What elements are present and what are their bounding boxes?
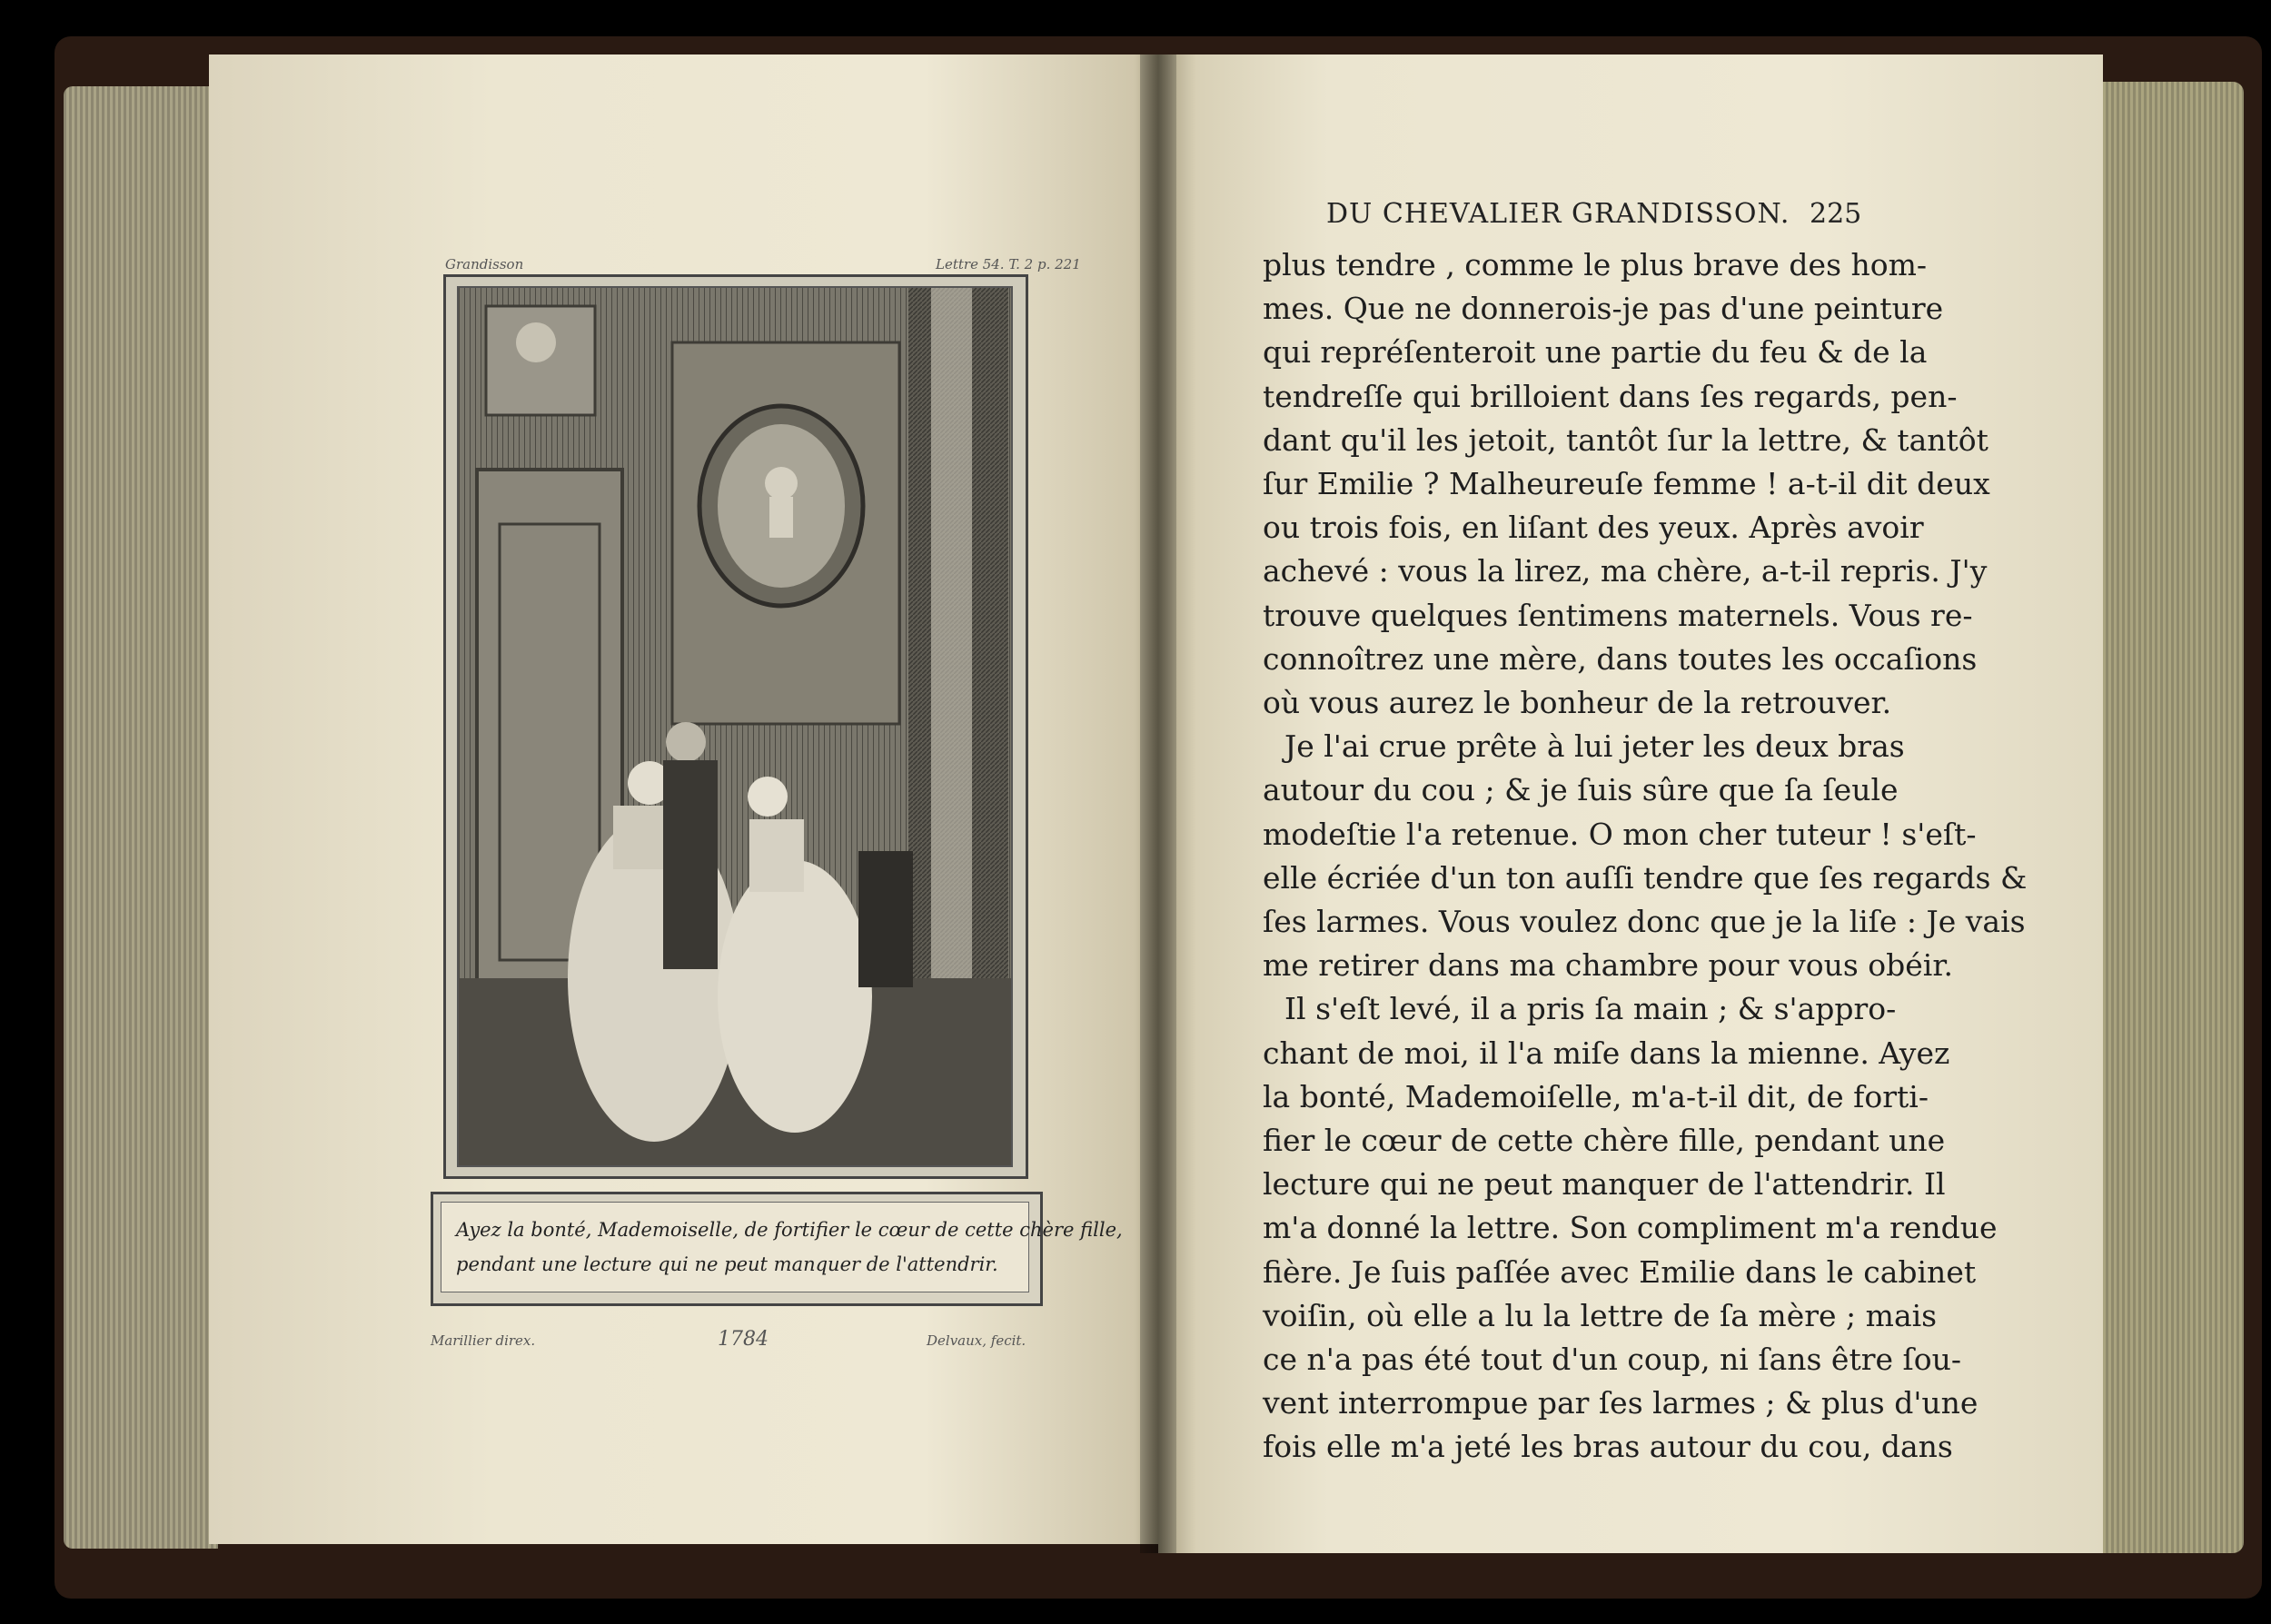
text-line: dant qu'il les jetoit, tantôt ſur la lettre, & tantôt xyxy=(1263,421,1988,458)
credit-designer: Marillier direx. xyxy=(431,1332,536,1349)
text-line: vent interrompue par ſes larmes ; & plus d'une xyxy=(1263,1385,1978,1421)
text-line: fois elle m'a jeté les bras autour du cou, dans xyxy=(1263,1429,1953,1465)
credit-engraver: Delvaux, fecit. xyxy=(927,1332,1026,1349)
text-line: lecture qui ne peut manquer de l'attendrir. Il xyxy=(1263,1166,1946,1203)
text-line: modeſtie l'a retenue. O mon cher tuteur ! s'eſt- xyxy=(1263,816,1977,852)
text-line: ce n'a pas été tout d'un coup, ni ſans être ſou- xyxy=(1263,1342,1961,1377)
text-line: fier le cœur de cette chère fille, pendant une xyxy=(1263,1123,1946,1158)
page-edges-right xyxy=(2089,82,2244,1553)
text-line: fière. Je ſuis paſſée avec Emilie dans le cabinet xyxy=(1263,1253,1977,1290)
text-line: trouve quelques ſentimens maternels. Vous re- xyxy=(1263,597,1973,633)
text-line: ſes larmes. Vous voulez donc que je la liſe : Je vais xyxy=(1263,904,2026,939)
text-line: qui repréſenteroit une partie du feu & de la xyxy=(1263,334,1928,371)
running-head: DU CHEVALIER GRANDISSON. xyxy=(1326,198,1790,230)
page-number: 225 xyxy=(1810,198,1862,230)
text-line: achevé : vous la lirez, ma chère, a-t-il repris. J'y xyxy=(1263,553,1988,589)
text-line: voiſin, où elle a lu la lettre de ſa mère ; mais xyxy=(1263,1297,1938,1333)
book-gutter xyxy=(1140,54,1176,1553)
plate-caption-box xyxy=(431,1192,1123,1306)
credit-year: 1784 xyxy=(718,1328,769,1351)
text-line: la bonté, Mademoiſelle, m'a-t-il dit, de forti- xyxy=(1263,1078,1929,1114)
engraving-image xyxy=(457,286,1013,1167)
engraving-plate xyxy=(443,274,1028,1179)
text-line: me retirer dans ma chambre pour vous obéir. xyxy=(1263,947,1953,984)
text-line: m'a donné la lettre. Son compliment m'a rendue xyxy=(1263,1210,1998,1246)
text-line: plus tendre , comme le plus brave des hom- xyxy=(1263,247,1928,282)
text-line: Il s'eſt levé, il a pris ſa main ; & s'appro- xyxy=(1284,991,1897,1027)
caption-line-1: Ayez la bonté, Mademoiselle, de fortifier le cœur de cette chère fille, xyxy=(456,1219,1123,1241)
page-edges-left xyxy=(64,86,218,1549)
text-line: Je l'ai crue prête à lui jeter les deux bras xyxy=(1284,728,1905,765)
engraving-illustration xyxy=(459,288,1011,1165)
text-line: autour du cou ; & je ſuis sûre que ſa ſeule xyxy=(1263,772,1899,808)
text-line: chant de moi, il l'a miſe dans la mienne. Ayez xyxy=(1263,1035,1950,1071)
text-line: tendreſſe qui brilloient dans ſes regards, pen- xyxy=(1263,378,1958,414)
text-line: mes. Que ne donnerois-je pas d'une peinture xyxy=(1263,291,1944,327)
caption-line-2: pendant une lecture qui ne peut manquer de l'attendrir. xyxy=(456,1253,998,1275)
text-line: connoîtrez une mère, dans toutes les occaſions xyxy=(1263,640,1978,677)
text-line: où vous aurez le bonheur de la retrouver. xyxy=(1263,685,1892,720)
text-line: ſur Emilie ? Malheureuſe femme ! a-t-il dit deux xyxy=(1263,466,1990,501)
text-line: ou trois fois, en liſant des yeux. Après avoir xyxy=(1263,510,1924,546)
plate-title-label: Grandisson xyxy=(445,256,524,272)
plate-reference-label: Lettre 54. T. 2 p. 221 xyxy=(936,256,1081,272)
text-line: elle écriée d'un ton auſſi tendre que ſes regards & xyxy=(1263,859,2028,896)
